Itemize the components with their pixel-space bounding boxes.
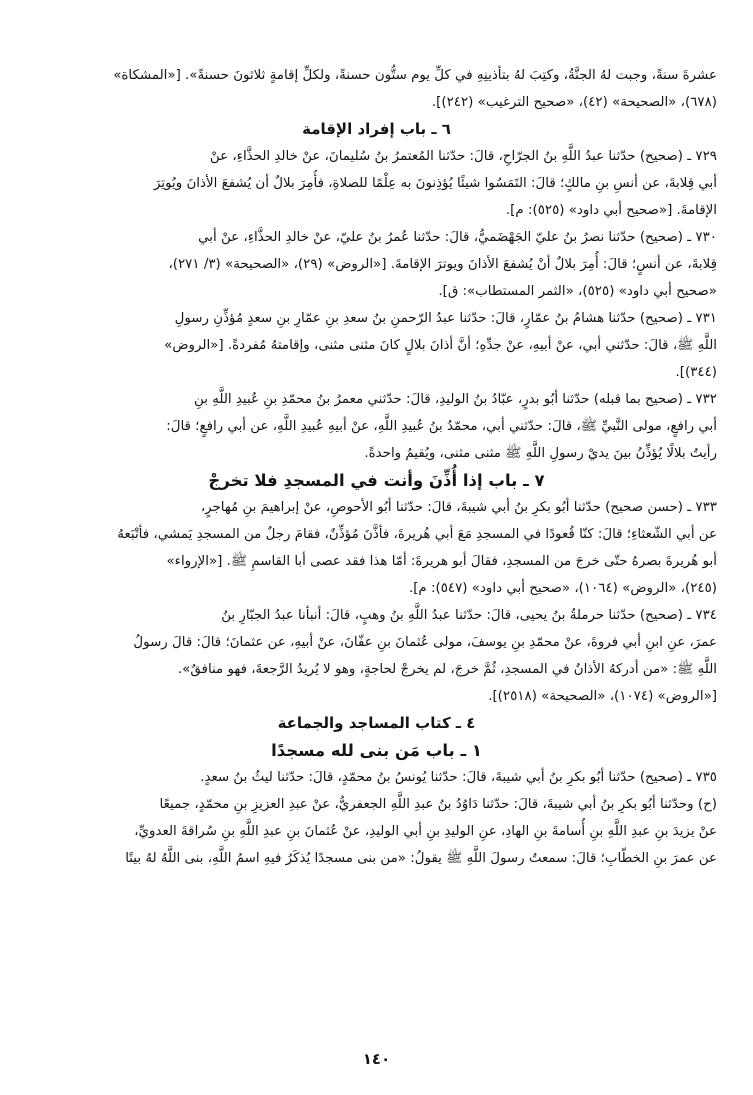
text-line: عن أبي الشّعثاءِ؛ قالَ: كنّا قُعودًا في المسجدِ مَعَ أبي هُريرةَ، فأذَّنَ مُؤذِّنٌ، فقامَ رجلٌ من المسجدِ يَمشي، فأتْبَعهُ	[117, 527, 717, 542]
hadith-730	[36, 224, 717, 305]
text-line: اللَّهِ ﷺ، قالَ: حدّثني أبي، عنْ أبيهِ، عنْ جدِّهِ؛ أنَّ أذانَ بلالٍ كانَ مثنى مثنى، وإقامتهُ مُفردةً. [«الروض»	[164, 338, 717, 353]
hadith-731	[36, 305, 717, 386]
text-line: أبي رافعٍ، مولى النَّبيِّ ﷺ، قالَ: حدّثني أبي، محمّدُ بنُ عُبيدِ اللَّهِ، عنْ أبيهِ عُبيدِ اللَّهِ، عن أبي رافعٍ؛ قالَ:	[166, 419, 717, 434]
text-line: ٧٣٤ ـ (صحيح) حدّثنا حرملةُ بنُ يحيى، قالَ: حدّثنا عبدُ اللَّهِ بنُ وهبٍ، قالَ: أنبأنا عبدُ الجبّارِ بنُ	[221, 608, 717, 623]
text-line: أبي قِلابةَ، عن أنسِ بنِ مالكٍ؛ قالَ: التَمَسُوا شيئًا يُؤذِنونَ به عِلْمًا للصلاةِ، فأُمِرَ بلالٌ أن يُشفعَ الأذانَ ويُوتِرَ	[153, 176, 717, 191]
text-line: أبو هُريرةَ بصرهُ حتّى خرجَ من المسجدِ، فقالَ أبو هريرةَ: أمّا هذا فقد عصى أبا القاسمِ ﷺ. [«الإرواء»	[166, 554, 717, 569]
hadith-729	[36, 143, 717, 224]
text-line: عمرَ، عنِ ابنِ أبي فروةَ، عنْ محمّدِ بنِ يوسفَ، مولى عُثمانَ بنِ عفّانَ، عنْ أبيهِ، عن عثمانَ؛ قالَ: قالَ رسولُ	[133, 635, 717, 650]
hadith-734	[36, 602, 717, 710]
text-line: عنْ يزيدَ بنِ عبدِ اللَّهِ بنِ أُسامةَ بنِ الهادِ، عنِ الوليدِ بنِ أبي الوليدِ، عنْ عُثمانَ بنِ عبدِ اللَّهِ بنِ سُراقةَ العدويِّ،	[134, 824, 717, 839]
text-line: [«الروض» (١٠٧٤)، «الصحيحة» (٢٥١٨)].	[488, 689, 717, 704]
text-line: ٧٢٩ ـ (صحيح) حدّثنا عبدُ اللَّهِ بنُ الجرّاحِ، قالَ: حدّثنا المُعتمرُ بنُ سُليمانَ، عنْ خالدِ الحذَّاءِ، عنْ	[209, 149, 717, 164]
book-heading-4: ٤ ـ كتاب المساجد والجماعة	[277, 714, 476, 732]
text-line: (٢٤٥)، «الروض» (١٠٦٤)، «صحيح أبي داود» (٥٤٧): م].	[408, 581, 717, 596]
text-line: ٧٣٢ ـ (صحيح بما قبله) حدّثنا أبُو بدرٍ، عبّادُ بنُ الوليدِ، قالَ: حدّثني معمرُ بنُ محمّدِ بنِ عُبيدِ اللَّهِ بنِ	[194, 392, 717, 407]
text-line: ٧٣٣ ـ (حسن صحيح) حدّثنا أبُو بكرِ بنُ أبي شيبةَ، قالَ: حدّثنا أبُو الأحوصِ، عنْ إبراهيمَ بنِ مُهاجرٍ،	[200, 500, 717, 515]
text-line: رأيتُ بلالًا يُؤذِّنُ بينَ يديْ رسولِ اللَّهِ ﷺ مثنى مثنى، ويُقيمُ واحدةً.	[364, 446, 717, 461]
text-line: عن عمرَ بنِ الخطّابِ؛ قالَ: سمعتُ رسولَ اللَّهِ ﷺ يقولُ: «من بنى مسجدًا يُذكَرُ فيهِ اسمُ اللَّهِ، بنى اللَّهُ لهُ بيتًا	[125, 851, 717, 866]
text-line: ٧٣٠ ـ (صحيح) حدّثنا نصرُ بنُ عليّ الجَهْضَميُّ، قالَ: حدّثنا عُمرُ بنُ عليّ، عنْ خالدِ الحذَّاءِ، عنْ أبي	[198, 230, 717, 245]
text-line: ٧٣٥ ـ (صحيح) حدّثنا أبُو بكرِ بنُ أبي شيبةَ، قالَ: حدّثنا يُونسُ بنُ محمّدٍ، قالَ: حدّثنا ليثُ بنُ سعدٍ.	[200, 770, 717, 785]
chapter-heading-6: ٦ ـ باب إفراد الإقامة	[302, 120, 451, 138]
text-line: «صحيح أبي داود» (٥٢٥)، «الثمر المستطاب»: ق].	[438, 284, 717, 299]
intro-paragraph	[36, 62, 717, 116]
page-body	[36, 62, 717, 872]
chapter-heading-7: ٧ ـ باب إذا أُذِّنَ وأنت في المسجدِ فلا تخرجْ	[208, 471, 545, 490]
text-line: ٧٣١ ـ (صحيح) حدّثنا هشامُ بنُ عمّارٍ، قالَ: حدّثنا عبدُ الرّحمنِ بنُ سعدِ بنِ عمّارِ بنِ سعدٍ مُؤذِّنِ رسولِ	[174, 311, 717, 326]
page-number: ١٤٠	[362, 1050, 391, 1068]
text-line: قِلابةَ، عن أنسٍ؛ قالَ: أُمِرَ بلالٌ أنْ يُشفعَ الأذانَ ويوترَ الإقامةَ. [«الروض» (٢٩)، «الصحيحة» (٣/ ٢٧١)،	[168, 257, 717, 272]
hadith-735	[36, 764, 717, 872]
hadith-732	[36, 386, 717, 467]
text-line: عشرةَ سنةً، وجبت لهُ الجنَّةُ، وكتِبَ لهُ بتأذينِهِ في كلِّ يوم ستُّون حسنةً، ولكلِّ إقامةٍ ثلاثونَ حسنةً». [«المشكاة»	[113, 68, 717, 83]
text-line: (ح) وحدّثنا أبُو بكرِ بنُ أبي شيبةَ، قالَ: حدّثنا دَاوُدُ بنُ عبدِ اللَّهِ الجعفريُّ، عنْ عبدِ العزيزِ بنِ محمّدٍ، جميعًا	[159, 797, 717, 812]
chapter-heading-1: ١ ـ باب مَن بنى لله مسجدًا	[271, 741, 482, 760]
hadith-733	[36, 494, 717, 602]
text-line: (٦٧٨)، «الصحيحة» (٤٢)، «صحيح الترغيب» (٢٤٢)].	[431, 95, 717, 110]
text-line: (٣٤٤)].	[675, 365, 717, 380]
text-line: الإقامةَ. [«صحيح أبي داود» (٥٢٥): م].	[505, 203, 717, 218]
text-line: اللَّهِ ﷺ: «من أدركهُ الأذانُ في المسجدِ، ثُمَّ خرجَ، لم يخرجْ لحاجةٍ، وهو لا يُريدُ الرَّجعةَ، فهو منافقٌ».	[177, 662, 717, 677]
